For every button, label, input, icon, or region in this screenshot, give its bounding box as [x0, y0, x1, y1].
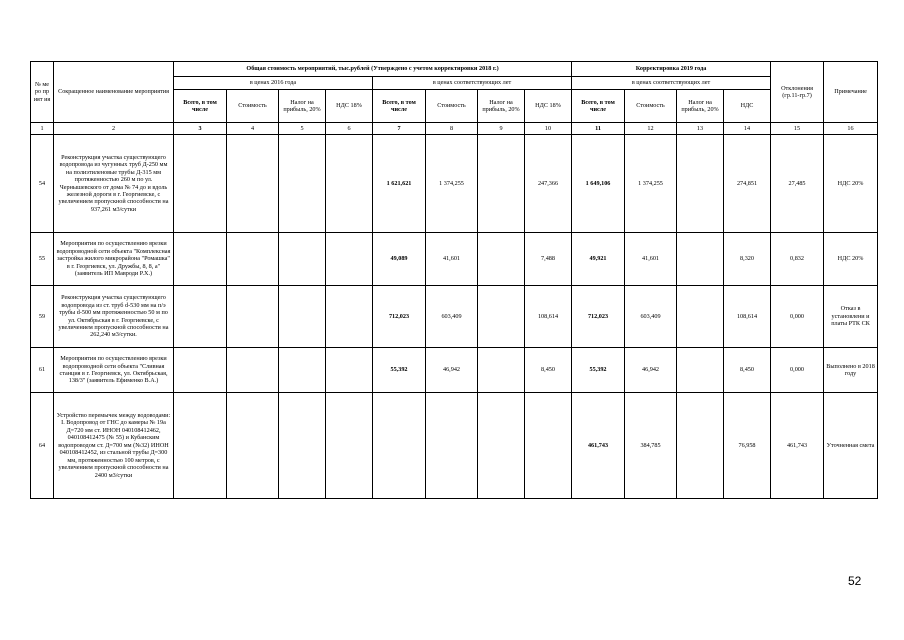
column-number: 15: [771, 123, 824, 135]
column-number: 11: [572, 123, 625, 135]
header-prices-2016: в ценах 2016 года: [174, 77, 373, 90]
column-number: 13: [677, 123, 724, 135]
cell-remark: НДС 20%: [824, 233, 878, 286]
header-name: Сокращенное наименование мероприятия: [54, 62, 174, 123]
row-num: 54: [31, 135, 54, 233]
subheader-total: Всего, в том числе: [174, 90, 227, 123]
cell-cost-approved: 41,601: [426, 233, 478, 286]
cell-cost-2019: 603,409: [625, 286, 677, 348]
subheader-vat: НДС: [724, 90, 771, 123]
header-num: № ме ро пр ият ия: [31, 62, 54, 123]
cell-vat-2019: 108,614: [724, 286, 771, 348]
cell-vat-approved: 108,614: [525, 286, 572, 348]
cell-deviation: 0,000: [771, 286, 824, 348]
row-name: Реконструкция участка существующего водопровода из чугунных труб Д-250 мм на полиэтиленовые трубы Д-315 мм протяженностью 260 м по ул. Чернышевского от дома № 74 до и вдоль железной дороги в г. Георгиевске, с увеличением пропускной способности на 937,261 м3/сутки: [54, 135, 174, 233]
page-number: 52: [848, 574, 862, 588]
row-name: Мероприятия по осуществлению врезки водопроводной сети объекта "Комплексная застройка жилого микрорайона "Ромашка" в г. Георгиевск, ул. Дружбы, 8, 8, а" (заявитель ИП Мавроди Р.Х.): [54, 233, 174, 286]
row-num: 64: [31, 393, 54, 499]
cell-total-approved: [373, 393, 426, 499]
column-number: 3: [174, 123, 227, 135]
subheader-total: Всего, в том числе: [373, 90, 426, 123]
cell-vat-approved: 7,488: [525, 233, 572, 286]
column-number: 10: [525, 123, 572, 135]
row-name: Мероприятия по осуществлению врезки водопроводной сети объекта "Сливная станция в г. Георгиевск, ул. Октябрьская, 138/3" (заявитель Ефименко В.А.): [54, 348, 174, 393]
cell-profit-tax-2019: [677, 135, 724, 233]
cell-profit-tax-2019: [677, 348, 724, 393]
row-num: 55: [31, 233, 54, 286]
cell-deviation: 0,000: [771, 348, 824, 393]
cell-total-2019: 712,023: [572, 286, 625, 348]
cell-cost-2019: 46,942: [625, 348, 677, 393]
cell-cost-2016: [227, 393, 279, 499]
header-approved-group: Общая стоимость мероприятий, тыс.рублей (Утверждено с учетом корректировки 2018 г.): [174, 62, 572, 77]
cell-cost-2016: [227, 286, 279, 348]
cell-total-approved: 712,023: [373, 286, 426, 348]
cell-total-approved: 49,089: [373, 233, 426, 286]
cell-cost-approved: 46,942: [426, 348, 478, 393]
column-number: 7: [373, 123, 426, 135]
column-number: 8: [426, 123, 478, 135]
cell-total-2016: [174, 393, 227, 499]
column-number-row: [31, 123, 878, 135]
cell-total-2019: 55,392: [572, 348, 625, 393]
column-number: 1: [31, 123, 54, 135]
cell-vat-2016: [326, 135, 373, 233]
cell-remark: НДС 20%: [824, 135, 878, 233]
cell-deviation: 461,743: [771, 393, 824, 499]
cell-remark: Уточненная смета: [824, 393, 878, 499]
table-row: [31, 348, 878, 393]
cell-profit-tax-approved: [478, 393, 525, 499]
cell-profit-tax-2016: [279, 348, 326, 393]
column-number: 2: [54, 123, 174, 135]
cell-profit-tax-approved: [478, 286, 525, 348]
column-number: 14: [724, 123, 771, 135]
subheader-profit-tax: Налог на прибыль, 20%: [279, 90, 326, 123]
cell-total-approved: 55,392: [373, 348, 426, 393]
row-name: Реконструкция участка существующего водопровода из ст. труб d-530 мм на п/э трубы d-500 мм протяженностью 50 м по ул. Октябрьская в г. Георгиевске, с увеличением пропускной способности на 262,240 м3/сутки.: [54, 286, 174, 348]
cell-vat-2019: 8,450: [724, 348, 771, 393]
cell-vat-approved: 8,450: [525, 348, 572, 393]
cell-deviation: 27,485: [771, 135, 824, 233]
cell-total-2016: [174, 233, 227, 286]
header-deviation: Отклонения (гр.11-гр.7): [771, 62, 824, 123]
subheader-profit-tax: Налог на прибыль, 20%: [478, 90, 525, 123]
cell-total-2019: 1 649,106: [572, 135, 625, 233]
cell-profit-tax-2019: [677, 393, 724, 499]
cell-vat-2019: 274,851: [724, 135, 771, 233]
row-num: 61: [31, 348, 54, 393]
cell-cost-2016: [227, 233, 279, 286]
cell-profit-tax-approved: [478, 348, 525, 393]
cell-cost-2019: 41,601: [625, 233, 677, 286]
cell-profit-tax-approved: [478, 135, 525, 233]
cell-cost-approved: 603,409: [426, 286, 478, 348]
subheader-profit-tax: Налог на прибыль, 20%: [677, 90, 724, 123]
column-number: 4: [227, 123, 279, 135]
column-number: 6: [326, 123, 373, 135]
cell-cost-2016: [227, 135, 279, 233]
row-num: 59: [31, 286, 54, 348]
cell-vat-2016: [326, 286, 373, 348]
cell-vat-2016: [326, 393, 373, 499]
table-row: [31, 233, 878, 286]
cell-total-approved: 1 621,621: [373, 135, 426, 233]
header-correction-group: Корректировка 2019 года: [572, 62, 771, 77]
cell-cost-2016: [227, 348, 279, 393]
cell-vat-approved: [525, 393, 572, 499]
table-row: [31, 286, 878, 348]
investment-table: [30, 61, 878, 499]
cell-profit-tax-2019: [677, 233, 724, 286]
subheader-vat18: НДС 18%: [525, 90, 572, 123]
cell-vat-2019: 76,958: [724, 393, 771, 499]
cell-vat-2016: [326, 233, 373, 286]
cell-cost-approved: [426, 393, 478, 499]
table-row: [31, 393, 878, 499]
subheader-total: Всего, в том числе: [572, 90, 625, 123]
column-number: 12: [625, 123, 677, 135]
column-number: 9: [478, 123, 525, 135]
column-number: 5: [279, 123, 326, 135]
cell-profit-tax-approved: [478, 233, 525, 286]
cell-vat-2019: 8,320: [724, 233, 771, 286]
subheader-cost: Стоимость: [426, 90, 478, 123]
cell-cost-approved: 1 374,255: [426, 135, 478, 233]
cell-profit-tax-2016: [279, 286, 326, 348]
cell-vat-approved: 247,366: [525, 135, 572, 233]
cell-total-2016: [174, 348, 227, 393]
cell-profit-tax-2016: [279, 393, 326, 499]
column-number: 16: [824, 123, 878, 135]
cell-total-2019: 49,921: [572, 233, 625, 286]
cell-cost-2019: 384,785: [625, 393, 677, 499]
subheader-cost: Стоимость: [625, 90, 677, 123]
header-prices-current-a: в ценах соответствующих лет: [373, 77, 572, 90]
cell-cost-2019: 1 374,255: [625, 135, 677, 233]
cell-profit-tax-2016: [279, 135, 326, 233]
table-row: [31, 135, 878, 233]
header-prices-current-b: в ценах соответствующих лет: [572, 77, 771, 90]
cell-total-2016: [174, 135, 227, 233]
cell-remark: Отказ в установлени и платы РТК СК: [824, 286, 878, 348]
subheader-cost: Стоимость: [227, 90, 279, 123]
cell-deviation: 0,832: [771, 233, 824, 286]
cell-total-2016: [174, 286, 227, 348]
subheader-vat18: НДС 18%: [326, 90, 373, 123]
cell-vat-2016: [326, 348, 373, 393]
cell-remark: Выполнено в 2018 году: [824, 348, 878, 393]
row-name: Устройство перемычек между водоводами: I. Водопровод от ГНС до камеры № 19а Д=720 мм ст. ИНОН 040108412462, 040108412475 (№ 55) и Кубанским водопроводом ст. Д=700 мм (№32) ИНОН 040108412452, из стальной трубы Д=300 мм, протяженностью 100 метров, с увеличением пропускной способности на 2400 м3/сутки: [54, 393, 174, 499]
cell-profit-tax-2019: [677, 286, 724, 348]
cell-total-2019: 461,743: [572, 393, 625, 499]
cell-profit-tax-2016: [279, 233, 326, 286]
header-remark: Примечание: [824, 62, 878, 123]
